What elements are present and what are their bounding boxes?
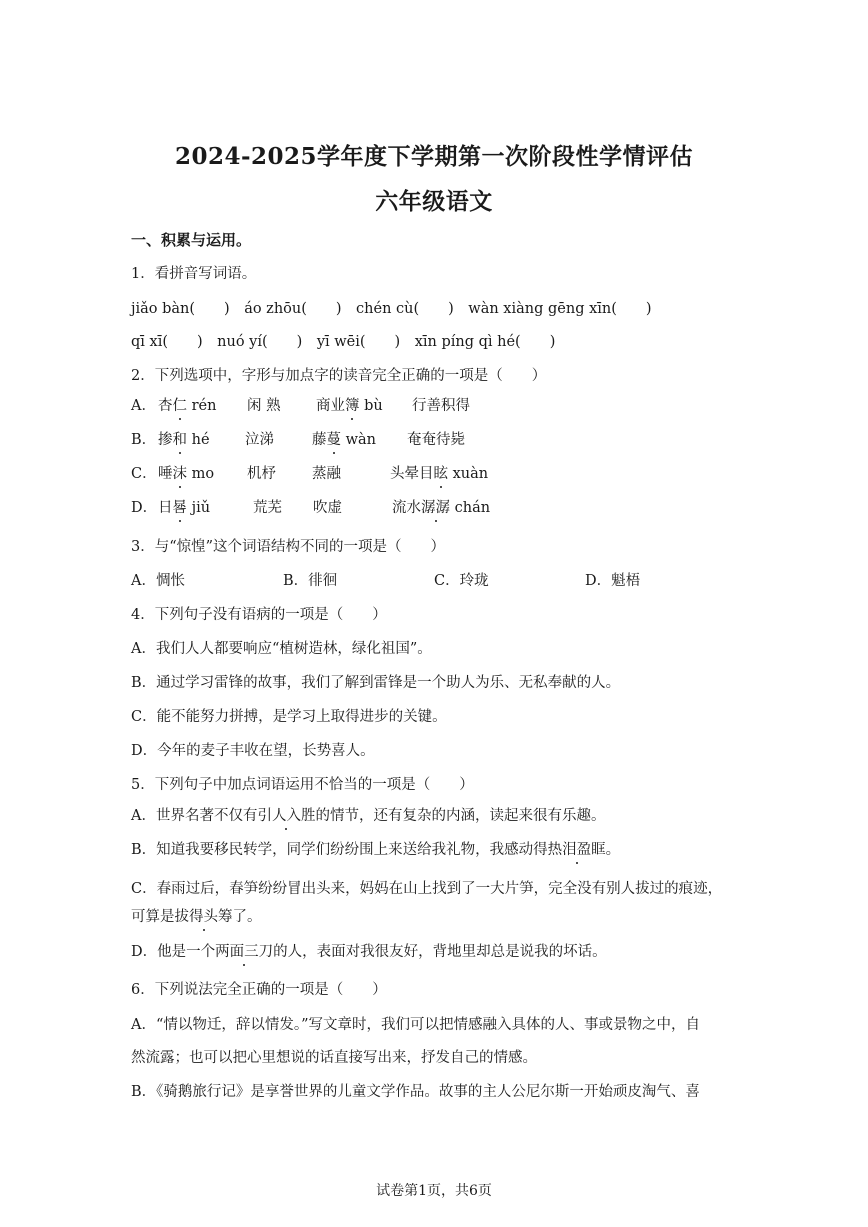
question-4-option-c: C．能不能努力拼搏，是学习上取得进步的关键。 (131, 709, 447, 725)
option-word: 行善积得 (412, 398, 470, 414)
option-word: 杏仁 rén (158, 394, 216, 415)
section-heading: 一、积累与运用。 (131, 231, 252, 249)
option-word: 流水潺潺 chán (392, 496, 490, 517)
option-letter: D． (131, 500, 158, 516)
question-4-option-b: B．通过学习雷锋的故事，我们了解到雷锋是一个助人为乐、无私奉献的人。 (131, 675, 621, 691)
question-3-option-c: C．玲珑 (434, 573, 489, 589)
question-5-option-a: A．世界名著不仅有引人入胜的情节，还有复杂的内涵，读起来很有乐趣。 (131, 804, 605, 825)
option-word: 头晕目眩 xuàn (390, 462, 488, 483)
page-footer: 试卷第1页，共6页 (376, 1183, 492, 1199)
option-word: 蒸融 (312, 466, 341, 482)
question-5-option-b: B．知道我要移民转学，同学们纷纷围上来送给我礼物，我感动得热泪盈眶。 (131, 838, 620, 859)
option-word: 商业簿 bù (316, 394, 383, 415)
option-word: 机杼 (247, 466, 276, 482)
question-4-option-d: D．今年的麦子丰收在望，长势喜人。 (131, 743, 375, 759)
question-6-option-a-line-2: 然流露；也可以把心里想说的话直接写出来，抒发自己的情感。 (131, 1050, 537, 1066)
exam-title: 2024-2025学年度下学期第一次阶段性学情评估 (174, 143, 694, 170)
option-letter: A． (131, 398, 156, 414)
question-3-stem: 3．与“惊惶”这个词语结构不同的一项是（ ） (131, 539, 446, 555)
option-letter: B． (131, 432, 157, 448)
question-5-stem: 5．下列句子中加点词语运用不恰当的一项是（ ） (131, 777, 474, 793)
question-2-stem: 2．下列选项中，字形与加点字的读音完全正确的一项是（ ） (131, 368, 547, 384)
question-6-option-a-line-1: A．“情以物迁，辞以情发。”写文章时，我们可以把情感融入具体的人、事或景物之中，自 (131, 1017, 701, 1033)
exam-subtitle: 六年级语文 (375, 188, 493, 215)
question-4-option-a: A．我们人人都要响应“植树造林，绿化祖国”。 (131, 641, 432, 657)
option-word: 泣涕 (245, 432, 274, 448)
question-1-stem: 1．看拼音写词语。 (131, 266, 257, 282)
option-word: 吹虚 (313, 500, 342, 516)
option-word: 唾沫 mo (158, 462, 214, 483)
option-word: 荒芜 (253, 500, 282, 516)
question-4-stem: 4．下列句子没有语病的一项是（ ） (131, 607, 387, 623)
option-word: 藤蔓 wàn (312, 428, 376, 449)
option-letter: C． (131, 466, 157, 482)
question-3-option-d: D．魁梧 (585, 573, 641, 589)
option-word: 奄奄待毙 (407, 432, 465, 448)
option-word: 日晷 jiǔ (158, 496, 210, 517)
question-6-stem: 6．下列说法完全正确的一项是（ ） (131, 982, 387, 998)
question-3-option-a: A．惆怅 (131, 573, 185, 589)
option-word: 掺和 hé (158, 428, 210, 449)
option-word: 闲 熟 (247, 398, 281, 414)
question-1-row-1: jiǎo bàn( ) áo zhōu( ) chén cù( ) wàn xiàng gēng xīn( ) (131, 301, 652, 317)
question-3-option-b: B．徘徊 (283, 573, 338, 589)
question-5-option-c-line-2: 可算是拔得头筹了。 (131, 905, 262, 926)
question-5-option-c-line-1: C．春雨过后，春笋纷纷冒出头来，妈妈在山上找到了一大片笋，完全没有别人拔过的痕迹， (131, 881, 723, 897)
question-1-row-2: qī xī( ) nuó yí( ) yī wēi( ) xīn píng qì hé( ) (131, 334, 556, 350)
question-6-option-b-line-1: B．《骑鹅旅行记》是享誉世界的儿童文学作品。故事的主人公尼尔斯一开始顽皮淘气、喜 (131, 1084, 700, 1100)
question-5-option-d: D．他是一个两面三刀的人，表面对我很友好，背地里却总是说我的坏话。 (131, 940, 607, 961)
